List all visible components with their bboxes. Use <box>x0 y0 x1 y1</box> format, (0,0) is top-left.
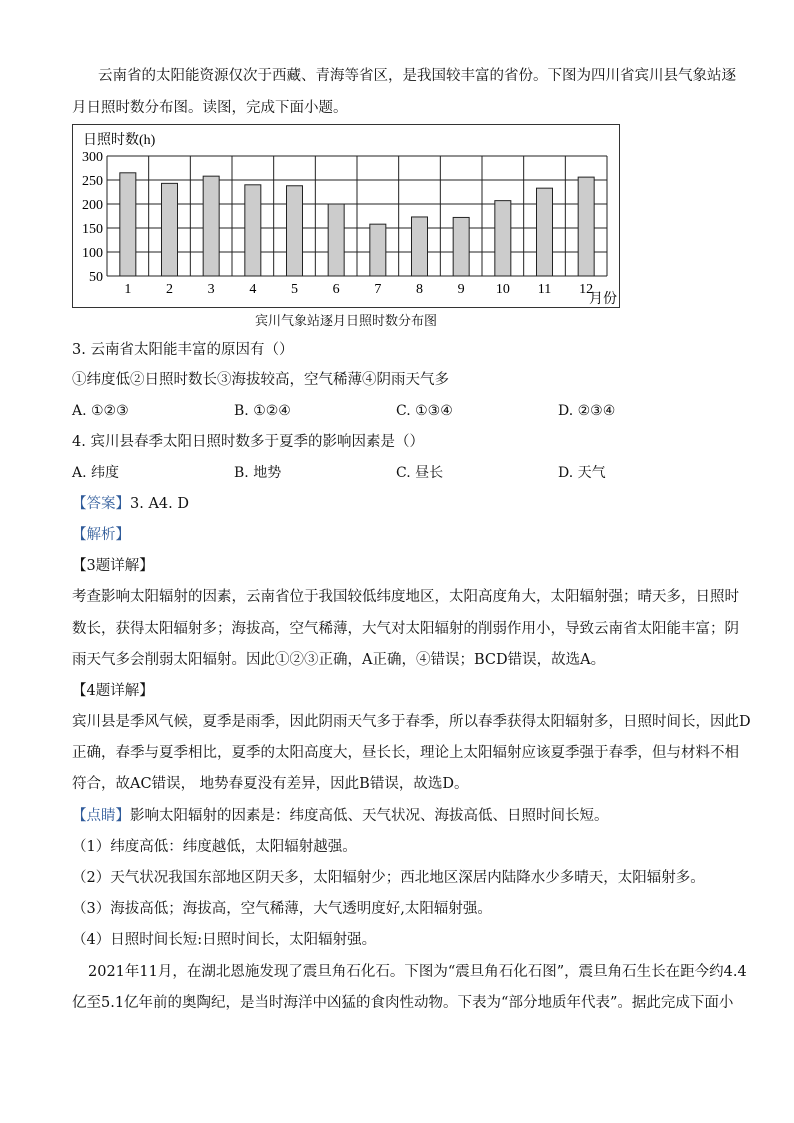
next-line-1: 2021年11月，在湖北恩施发现了震旦角石化石。下图为“震旦角石化石图”，震旦角石生长在距今约4.4 <box>88 964 747 980</box>
q4-option-a[interactable]: A. 纬度 <box>72 465 120 481</box>
bar <box>328 204 344 276</box>
x-tick-label: 2 <box>166 282 173 297</box>
tips-item-4: （4）日照时间长短:日照时间长，太阳辐射强。 <box>72 932 377 948</box>
next-line-2: 亿至5.1亿年前的奥陶纪，是当时海洋中凶猛的食肉性动物。下表为“部分地质年代表”。据此完成下面小 <box>72 995 734 1011</box>
intro-line-1: 云南省的太阳能资源仅次于西藏、青海等省区，是我国较丰富的省份。下图为四川省宾川县气象站逐 <box>98 68 736 84</box>
bar <box>203 176 219 276</box>
chart-y-axis-label: 日照时数(h) <box>83 133 156 148</box>
x-tick-label: 6 <box>332 282 340 297</box>
chart-x-axis-label: 月份 <box>589 292 617 307</box>
bar <box>245 185 261 276</box>
answer-line <box>72 494 189 514</box>
analysis-label: 【解析】 <box>72 527 130 543</box>
detail4-line-2: 正确，春季与夏季相比，夏季的太阳高度大，昼长长，理论上太阳辐射应该夏季强于春季，但与材料不相 <box>72 745 739 761</box>
detail4-line-1: 宾川县是季风气候，夏季是雨季，因此阴雨天气多于春季，所以春季获得太阳辐射多，日照时间长，因此D <box>72 714 751 730</box>
q4-option-d[interactable]: D. 天气 <box>558 465 606 481</box>
bar <box>453 217 469 276</box>
answer-label: 【答案】 <box>72 496 130 512</box>
y-tick-label: 250 <box>82 174 103 189</box>
chart-caption: 宾川气象站逐月日照时数分布图 <box>254 314 437 329</box>
x-tick-label: 1 <box>124 282 132 297</box>
y-tick-label: 100 <box>82 246 103 261</box>
x-tick-label: 5 <box>291 282 298 297</box>
q3-option-b[interactable]: B. ①②④ <box>234 403 291 419</box>
x-tick-label: 7 <box>374 282 382 297</box>
bar <box>495 201 511 276</box>
sunshine-bar-chart <box>72 124 620 308</box>
detail3-line-2: 数长，获得太阳辐射多；海拔高，空气稀薄，大气对太阳辐射的削弱作用小，导致云南省太阳能丰富；阴 <box>72 621 739 637</box>
q4-option-b[interactable]: B. 地势 <box>234 465 282 481</box>
x-tick-label: 11 <box>537 282 552 297</box>
x-tick-label: 4 <box>249 282 257 297</box>
tips-label: 【点睛】 <box>72 808 130 824</box>
bar <box>578 177 594 276</box>
q3-option-c[interactable]: C. ①③④ <box>396 403 453 419</box>
x-tick-label: 9 <box>457 282 465 297</box>
x-tick-label: 12 <box>579 282 594 297</box>
q4-stem: 4. 宾川县春季太阳日照时数多于夏季的影响因素是（） <box>72 434 424 450</box>
detail4-label: 【4题详解】 <box>72 683 154 699</box>
tips-line <box>72 806 609 826</box>
y-tick-label: 50 <box>89 270 103 285</box>
x-tick-label: 3 <box>207 282 215 297</box>
bar <box>162 183 178 276</box>
detail4-line-3: 符合，故AC错误， 地势春夏没有差异，因此B错误，故选D。 <box>72 776 469 792</box>
detail3-line-1: 考查影响太阳辐射的因素，云南省位于我国较低纬度地区，太阳高度角大，太阳辐射强；晴天多，日照时 <box>72 589 739 605</box>
y-tick-label: 150 <box>82 222 103 237</box>
detail3-line-3: 雨天气多会削弱太阳辐射。因此①②③正确，A正确，④错误；BCD错误，故选A。 <box>72 652 606 668</box>
tips-item-2: （2）天气状况我国东部地区阴天多，太阳辐射少；西北地区深居内陆降水少多晴天，太阳辐射多。 <box>72 870 705 886</box>
q3-option-a[interactable]: A. ①②③ <box>72 403 129 419</box>
bar <box>120 173 136 276</box>
tips-item-1: （1）纬度高低：纬度越低，太阳辐射越强。 <box>72 839 357 855</box>
q3-option-d[interactable]: D. ②③④ <box>558 403 616 419</box>
y-tick-label: 200 <box>82 198 103 213</box>
x-tick-label: 10 <box>495 282 510 297</box>
detail3-label: 【3题详解】 <box>72 558 154 574</box>
bar <box>287 186 303 276</box>
intro-line-2: 月日照时数分布图。读图，完成下面小题。 <box>72 100 348 116</box>
q3-statements: ①纬度低②日照时数长③海拔较高，空气稀薄④阴雨天气多 <box>72 372 449 388</box>
x-tick-label: 8 <box>416 282 423 297</box>
q3-stem: 3. 云南省太阳能丰富的原因有（） <box>72 342 294 358</box>
tips-text: 影响太阳辐射的因素是：纬度高低、天气状况、海拔高低、日照时间长短。 <box>130 808 609 824</box>
answer-text: 3. A4. D <box>130 496 189 512</box>
bar <box>412 217 428 276</box>
q4-option-c[interactable]: C. 昼长 <box>396 465 444 481</box>
bar <box>537 188 553 276</box>
bar <box>370 224 386 276</box>
tips-item-3: （3）海拔高低；海拔高，空气稀薄，大气透明度好,太阳辐射强。 <box>72 901 492 917</box>
chart-svg <box>73 125 619 307</box>
y-tick-label: 300 <box>82 150 103 165</box>
